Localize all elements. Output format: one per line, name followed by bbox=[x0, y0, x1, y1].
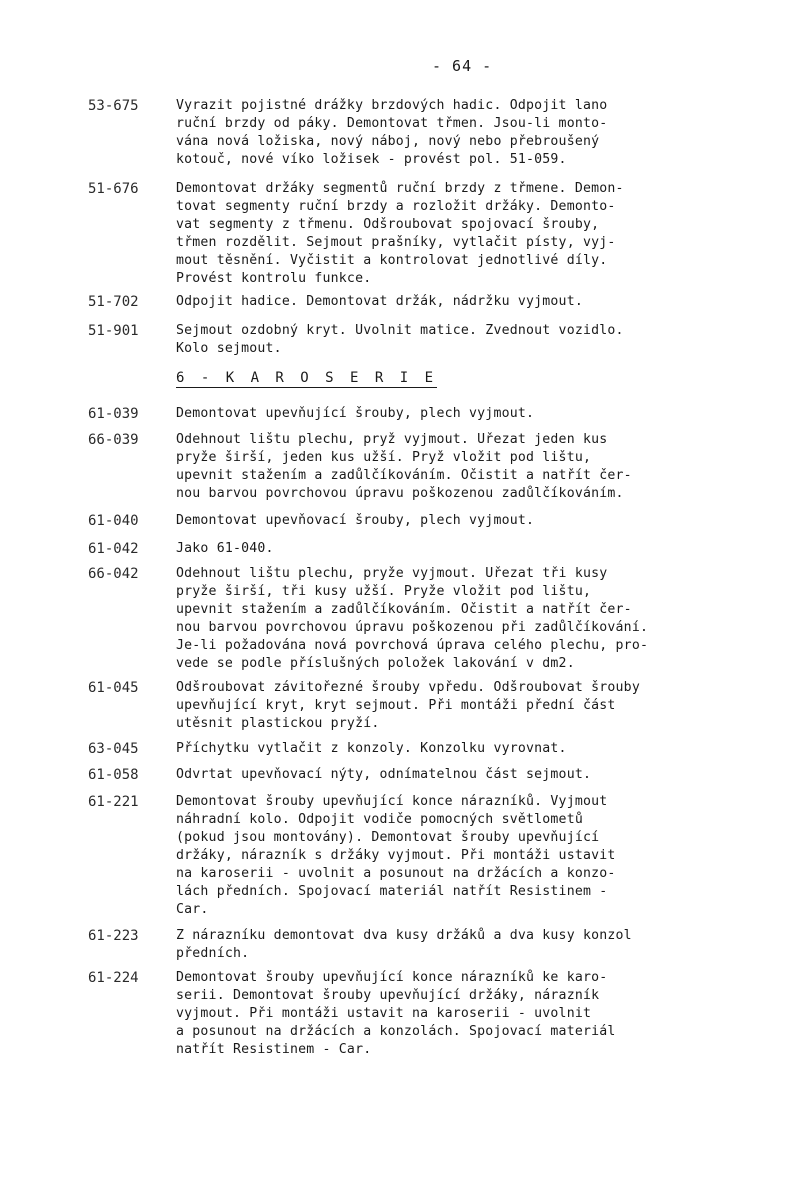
section-heading: 6 - K A R O S E R I E bbox=[176, 370, 438, 386]
operation-description: Příchytku vytlačit z konzoly. Konzolku vyrovnat. bbox=[176, 741, 567, 756]
operation-code: 61-042 bbox=[88, 541, 139, 557]
operation-code: 51-901 bbox=[88, 323, 139, 339]
operation-description: Odpojit hadice. Demontovat držák, nádržku vyjmout. bbox=[176, 294, 583, 309]
operation-code: 61-040 bbox=[88, 513, 139, 529]
operation-code: 53-675 bbox=[88, 98, 139, 114]
operation-code: 61-058 bbox=[88, 767, 139, 783]
operation-code: 61-223 bbox=[88, 928, 139, 944]
operation-code: 66-042 bbox=[88, 566, 139, 582]
operation-description: Demontovat držáky segmentů ruční brzdy z třmene. Demon- tovat segmenty ruční brzdy a rozložit držáky. Demonto- vat segmenty z třmenu. Odšroubovat spojovací šrouby, třmen rozdělit. Sejmout prašníky, vytlačit písty, vyj- mout těsnění. Vyčistit a kontrolovat jednotlivé díly. Provést kontrolu funkce. bbox=[176, 181, 624, 286]
operation-description: Odvrtat upevňovací nýty, odnímatelnou část sejmout. bbox=[176, 767, 592, 782]
operation-description: Z nárazníku demontovat dva kusy držáků a dva kusy konzol předních. bbox=[176, 928, 632, 961]
operation-code: 61-039 bbox=[88, 406, 139, 422]
operation-description: Demontovat upevňující šrouby, plech vyjmout. bbox=[176, 406, 535, 421]
operation-description: Demontovat šrouby upevňující konce nárazníků. Vyjmout náhradní kolo. Odpojit vodiče pomocných světlometů (pokud jsou montovány). Demontovat šrouby upevňující držáky, nárazník s držáky vyjmout. Při montáži ustavit na karoserii - uvolnit a posunout na držácích a konzo- lách předních. Spojovací materiál natřít Resistinem - Car. bbox=[176, 794, 616, 917]
page-number: - 64 - bbox=[432, 57, 493, 75]
operation-code: 51-676 bbox=[88, 181, 139, 197]
operation-description: Demontovat šrouby upevňující konce nárazníků ke karo- serii. Demontovat šrouby upevňující držáky, nárazník vyjmout. Při montáži ustavit na karoserii - uvolnit a posunout na držácích a konzolách. Spojovací materiál natřít Resistinem - Car. bbox=[176, 970, 616, 1057]
operation-code: 61-224 bbox=[88, 970, 139, 986]
operation-description: Odehnout lištu plechu, pryže vyjmout. Uřezat tři kusy pryže širší, tři kusy užší. Pryže vložit pod lištu, upevnit stažením a zadůlčíkováním. Očistit a natřít čer- nou barvou povrchovou úpravu poškozenou při zadůlčíkování. Je-li požadována nová povrchová úprava celého plechu, pro- vede se podle příslušných položek lakování v dm2. bbox=[176, 566, 649, 671]
operation-description: Vyrazit pojistné drážky brzdových hadic. Odpojit lano ruční brzdy od páky. Demontovat třmen. Jsou-li monto- vána nová ložiska, nový náboj, nový nebo přebroušený kotouč, nové víko ložisek - provést pol. 51-059. bbox=[176, 98, 608, 167]
operation-description: Odšroubovat závitořezné šrouby vpředu. Odšroubovat šrouby upevňující kryt, kryt sejmout. Při montáži přední část utěsnit plastickou pryží. bbox=[176, 680, 640, 731]
operation-description: Sejmout ozdobný kryt. Uvolnit matice. Zvednout vozidlo. Kolo sejmout. bbox=[176, 323, 624, 356]
operation-description: Jako 61-040. bbox=[176, 541, 274, 556]
operation-code: 66-039 bbox=[88, 432, 139, 448]
operation-code: 61-221 bbox=[88, 794, 139, 810]
operation-code: 51-702 bbox=[88, 294, 139, 310]
operation-description: Odehnout lištu plechu, pryž vyjmout. Uřezat jeden kus pryže širší, jeden kus užší. Pryž vložit pod lištu, upevnit stažením a zadůlčíkováním. Očistit a natřít čer- nou barvou povrchovou úpravu poškozenou zadůlčíkováním. bbox=[176, 432, 632, 501]
operation-code: 63-045 bbox=[88, 741, 139, 757]
operation-code: 61-045 bbox=[88, 680, 139, 696]
operation-description: Demontovat upevňovací šrouby, plech vyjmout. bbox=[176, 513, 535, 528]
